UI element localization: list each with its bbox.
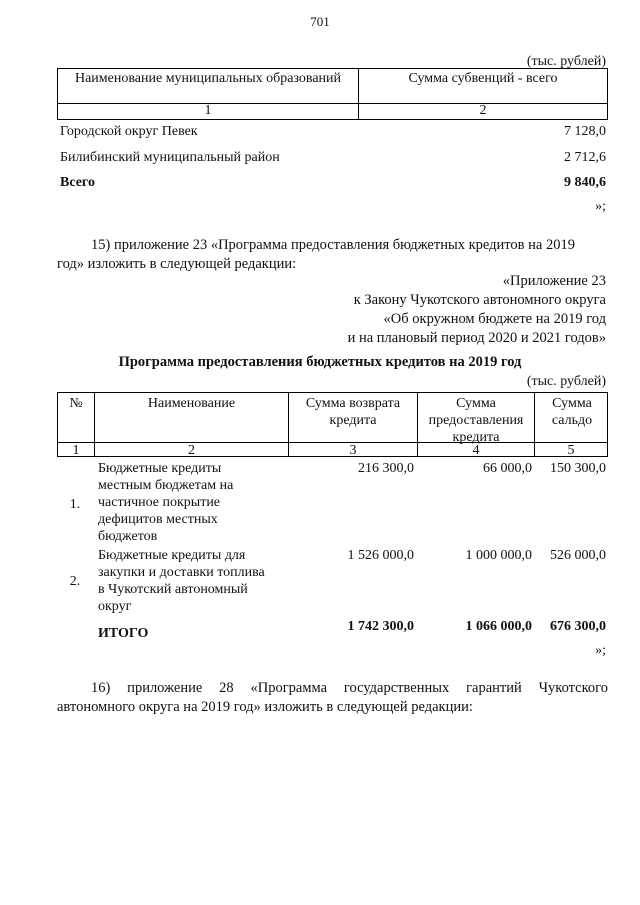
paragraph-line: 15) приложение 23 «Программа предоставления бюджетных кредитов на 2019: [91, 237, 575, 253]
table2-colnum: 4: [472, 443, 480, 458]
appendix-line: «Об окружном бюджете на 2019 год: [383, 311, 606, 327]
table2-col-return: Сумма возврата кредита: [305, 396, 401, 428]
table1-col-sum: Сумма субвенций - всего: [408, 71, 558, 86]
table1-header: [57, 68, 608, 120]
table1-colnum: 2: [479, 103, 487, 118]
table1-row: [60, 124, 606, 144]
table2-colnum: 5: [567, 443, 575, 458]
table1-row: [60, 150, 606, 170]
row-return: 216 300,0: [358, 461, 414, 476]
row-name: Билибинский муниципальный район: [60, 150, 280, 165]
row-saldo: 526 000,0: [550, 548, 606, 563]
table1-col-name: Наименование муниципальных образований: [74, 71, 342, 86]
total-return: 1 742 300,0: [347, 619, 414, 634]
paragraph-line: год» изложить в следующей редакции:: [57, 256, 297, 272]
row-value: 2 712,6: [564, 150, 606, 165]
table2-total-row: [0, 618, 640, 642]
total-label: ИТОГО: [98, 626, 149, 641]
total-saldo: 676 300,0: [550, 619, 606, 634]
appendix-header: [348, 272, 606, 348]
paragraph-16: [57, 679, 608, 717]
total-provide: 1 066 000,0: [465, 619, 532, 634]
table1-colnum: 1: [204, 103, 212, 118]
row-name: Бюджетные кредиты для закупки и доставки топлива в Чукотский автономный округ: [98, 548, 265, 614]
appendix-line: и на плановый период 2020 и 2021 годов»: [347, 330, 606, 346]
row-value: 7 128,0: [564, 124, 606, 139]
page-number: 701: [310, 14, 330, 29]
table1-total-row: [60, 175, 606, 195]
table2-colnum: 1: [72, 443, 80, 458]
row-provide: 66 000,0: [483, 461, 532, 476]
table2-title: Программа предоставления бюджетных кредитов на 2019 год: [118, 354, 522, 370]
total-value: 9 840,6: [564, 175, 606, 190]
row-name: Бюджетные кредиты местным бюджетам на частичное покрытие дефицитов местных бюджетов: [98, 461, 234, 544]
closing-quote: »;: [595, 643, 606, 658]
table2-colnum: 3: [349, 443, 357, 458]
paragraph-15: [57, 236, 608, 274]
paragraph-line: автономного округа на 2019 год» изложить в следующей редакции:: [57, 699, 473, 715]
table2-header: [57, 392, 608, 457]
row-saldo: 150 300,0: [550, 461, 606, 476]
table2-row: [0, 460, 640, 548]
table2-units: (тыс. рублей): [526, 374, 606, 389]
appendix-line: «Приложение 23: [502, 273, 606, 289]
paragraph-line: 16) приложение 28 «Программа государственных гарантий Чукотского: [91, 680, 608, 696]
table2-col-name: Наименование: [147, 396, 236, 411]
row-return: 1 526 000,0: [347, 548, 414, 563]
row-index: 1.: [69, 497, 81, 512]
total-label: Всего: [60, 175, 95, 190]
table2-row: [0, 547, 640, 617]
table2-col-saldo: Сумма сальдо: [551, 396, 593, 428]
table2-col-no: №: [69, 396, 83, 411]
table1-units: (тыс. рублей): [526, 54, 606, 69]
table2-col-provide: Сумма предоставления кредита: [428, 396, 524, 445]
row-index: 2.: [69, 574, 81, 589]
closing-quote: »;: [595, 199, 606, 214]
table2-colnum: 2: [188, 443, 195, 458]
row-provide: 1 000 000,0: [465, 548, 532, 563]
row-name: Городской округ Певек: [60, 124, 198, 139]
appendix-line: к Закону Чукотского автономного округа: [353, 292, 606, 308]
